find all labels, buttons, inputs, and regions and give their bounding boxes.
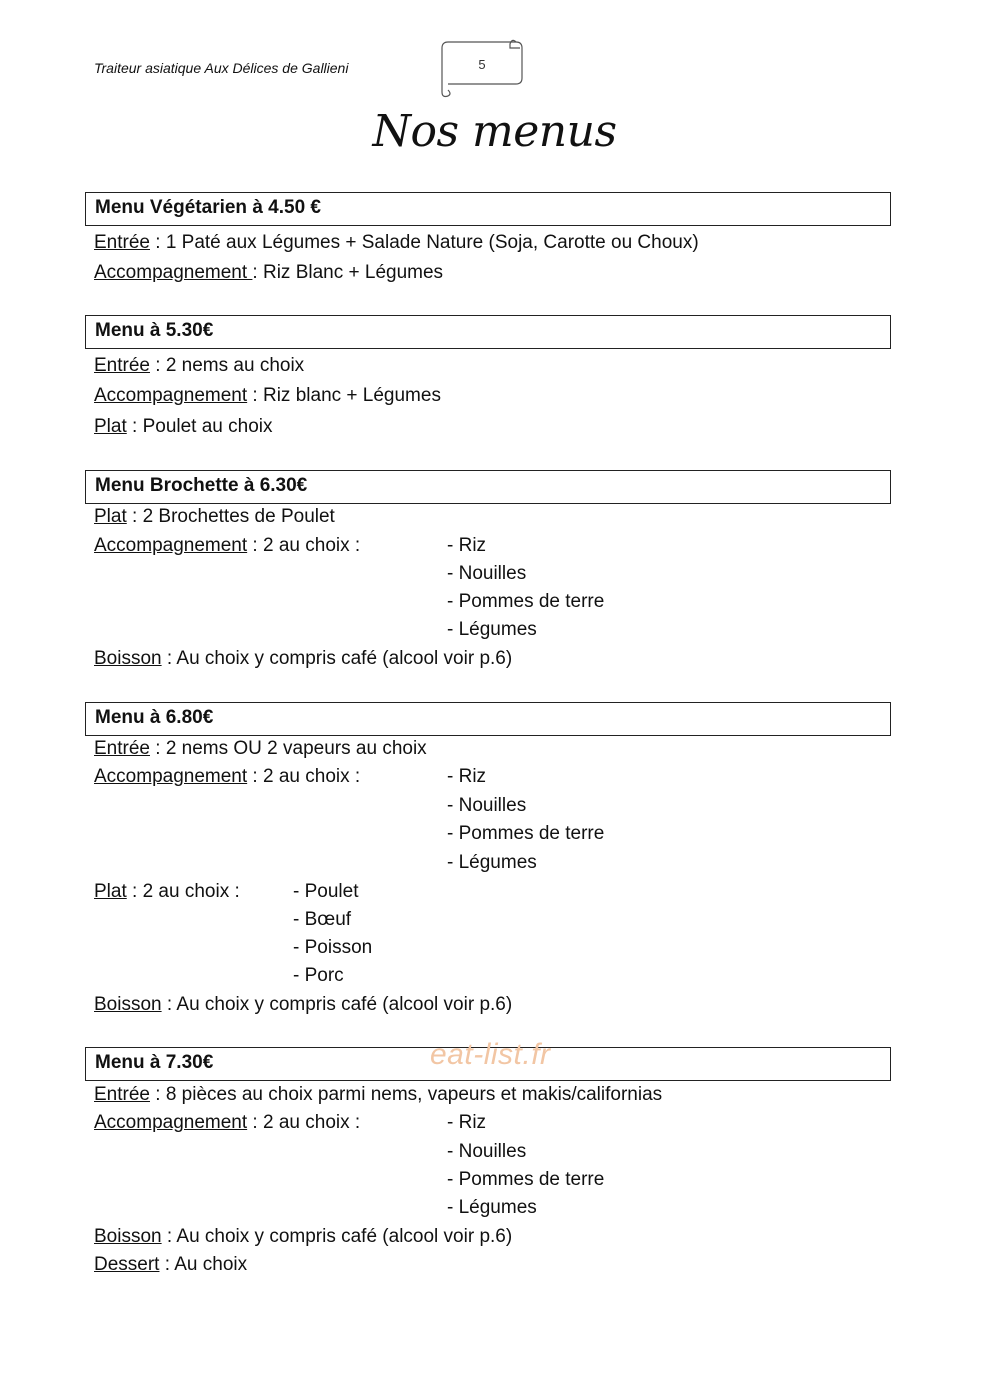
line-value: : 2 au choix : [247,535,361,556]
option-item: - Porc [293,965,344,986]
menu-line-entree [94,737,427,761]
line-value: : Au choix y compris café (alcool voir p.6) [161,648,513,669]
watermark: eat-list.fr [430,1038,551,1071]
menu-line-accompagnement [94,1111,360,1135]
option-item: - Nouilles [447,795,527,816]
option-item: - Riz [447,535,487,556]
menu-line-entree [94,354,304,378]
line-label: Entrée [94,232,150,253]
menu-heading: Menu Brochette à 6.30€ [85,470,891,504]
line-value: : 2 Brochettes de Poulet [126,506,335,527]
menu-line-boisson [94,993,512,1017]
menu-line-boisson [94,647,512,671]
menu-line-dessert [94,1253,247,1277]
option-item: - Poulet [293,881,359,902]
menu-line-plat [94,880,240,904]
line-label: Plat [94,506,127,527]
line-value: : Riz Blanc + Légumes [252,262,444,283]
line-label: Boisson [94,648,162,669]
menu-heading: Menu à 7.30€ [85,1047,891,1081]
menu-line-accompagnement [94,261,443,285]
page-title: Nos menus [372,106,617,157]
header-business-name: Traiteur asiatique Aux Délices de Gallieni [94,60,349,76]
line-value: : 2 nems au choix [149,355,305,376]
menu-line-accompagnement [94,534,360,558]
menu-line-entree [94,231,699,255]
menu-heading: Menu à 5.30€ [85,315,891,349]
option-item: - Riz [447,1112,487,1133]
line-label: Boisson [94,994,162,1015]
line-label: Plat [94,881,127,902]
line-label: Entrée [94,1084,150,1105]
option-item: - Légumes [447,619,537,640]
line-value: : Poulet au choix [126,416,273,437]
line-value: : 2 au choix : [247,1112,361,1133]
line-label: Accompagnement [94,262,253,283]
menu-heading: Menu à 6.80€ [85,702,891,736]
line-label: Entrée [94,738,150,759]
menu-line-accompagnement [94,384,441,408]
line-value: : 2 au choix : [126,881,240,902]
line-value: : 8 pièces au choix parmi nems, vapeurs et makis/californias [149,1084,663,1105]
line-label: Entrée [94,355,150,376]
line-value: : Au choix y compris café (alcool voir p.6) [161,994,513,1015]
option-item: - Nouilles [447,1141,527,1162]
page-number: 5 [478,57,486,72]
menu-line-accompagnement [94,765,360,789]
line-value: : 2 au choix : [247,766,361,787]
option-item: - Poisson [293,937,373,958]
menu-line-entree [94,1083,662,1107]
option-item: - Riz [447,766,487,787]
line-label: Dessert [94,1254,160,1275]
option-item: - Légumes [447,852,537,873]
option-item: - Bœuf [293,909,352,930]
option-item: - Nouilles [447,563,527,584]
option-item: - Pommes de terre [447,591,605,612]
menu-line-plat [94,505,335,529]
line-value: : Au choix y compris café (alcool voir p.6) [161,1226,513,1247]
line-label: Accompagnement [94,385,248,406]
option-item: - Pommes de terre [447,823,605,844]
option-item: - Pommes de terre [447,1169,605,1190]
menu-line-plat [94,415,273,439]
line-label: Accompagnement [94,766,248,787]
line-value: : 2 nems OU 2 vapeurs au choix [149,738,427,759]
line-value: : 1 Paté aux Légumes + Salade Nature (Soja, Carotte ou Choux) [149,232,699,253]
line-label: Accompagnement [94,535,248,556]
line-label: Boisson [94,1226,162,1247]
line-value: : Au choix [159,1254,248,1275]
line-label: Accompagnement [94,1112,248,1133]
line-label: Plat [94,416,127,437]
line-value: : Riz blanc + Légumes [247,385,441,406]
menu-heading: Menu Végétarien à 4.50 € [85,192,891,226]
menu-line-boisson [94,1225,512,1249]
option-item: - Légumes [447,1197,537,1218]
